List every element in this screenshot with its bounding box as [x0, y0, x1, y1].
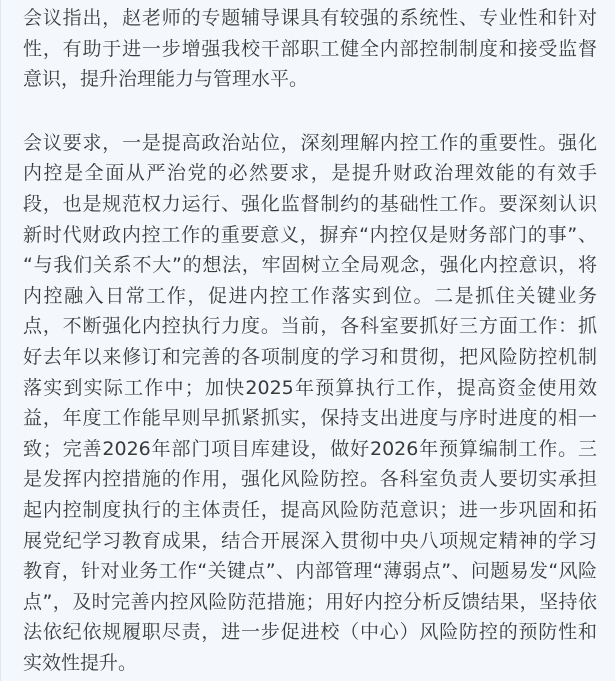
text-line: 性，有助于进一步增强我校干部职工健全内部控制制度和接受监督 — [23, 37, 597, 60]
paragraph-meeting-requirements — [23, 128, 597, 679]
text-line: 好去年以来修订和完善的各项制度的学习和贯彻，把风险防控机制 — [23, 345, 597, 368]
text-line: 意识，提升治理能力与管理水平。 — [23, 68, 309, 91]
text-line: 落实到实际工作中；加快2025年预算执行工作，提高资金使用效 — [23, 376, 597, 399]
text-line: 会议要求，一是提高政治站位，深刻理解内控工作的重要性。强化 — [23, 131, 597, 154]
text-line: 实效性提升。 — [23, 651, 138, 674]
text-line: “与我们关系不大”的想法，牢固树立全局观念，强化内控意识，将 — [23, 254, 597, 277]
text-line: 致；完善2026年部门项目库建设，做好2026年预算编制工作。三 — [23, 437, 597, 460]
text-line: 法依纪依规履职尽责，进一步促进校（中心）风险防控的预防性和 — [23, 621, 597, 644]
text-line: 内控是全面从严治党的必然要求，是提升财政治理效能的有效手 — [23, 162, 597, 185]
text-line: 展党纪学习教育成果，结合开展深入贯彻中央八项规定精神的学习 — [23, 529, 597, 552]
text-line: 点，不断强化内控执行力度。当前，各科室要抓好三方面工作：抓 — [23, 315, 597, 338]
text-line: 段，也是规范权力运行、强化监督制约的基础性工作。要深刻认识 — [23, 192, 597, 215]
text-line: 新时代财政内控工作的重要意义，摒弃“内控仅是财务部门的事”、 — [23, 223, 597, 246]
text-line: 会议指出，赵老师的专题辅导课具有较强的系统性、专业性和针对 — [23, 7, 597, 29]
text-line: 教育，针对业务工作“关键点”、内部管理“薄弱点”、问题易发“风险 — [23, 560, 597, 583]
text-line: 内控融入日常工作，促进内控工作落实到位。二是抓住关键业务 — [23, 284, 597, 307]
text-line: 益，年度工作能早则早抓紧抓实，保持支出进度与序时进度的相一 — [23, 407, 597, 430]
text-line: 起内控制度执行的主体责任，提高风险防范意识；进一步巩固和拓 — [23, 498, 597, 521]
text-line: 是发挥内控措施的作用，强化风险防控。各科室负责人要切实承担 — [23, 468, 597, 491]
paragraph-meeting-points — [23, 3, 597, 95]
text-line: 点”，及时完善内控风险防范措施；用好内控分析反馈结果，坚持依 — [23, 590, 597, 613]
